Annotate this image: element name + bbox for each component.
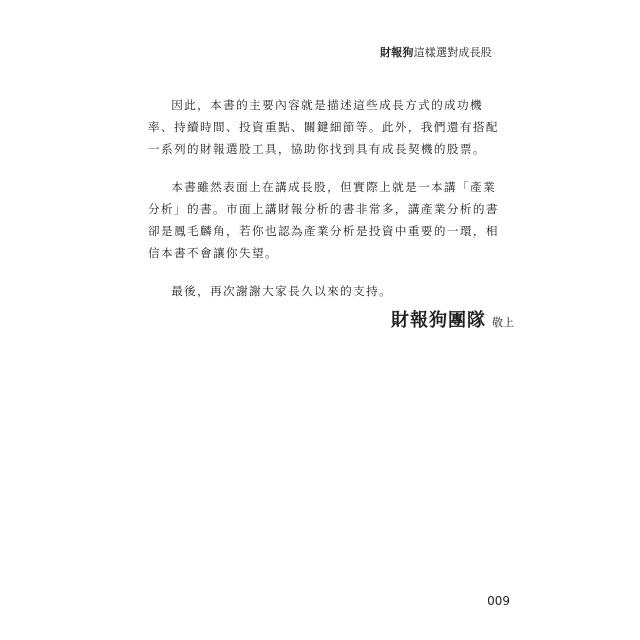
running-header xyxy=(380,44,492,60)
body-text xyxy=(148,94,508,318)
signature xyxy=(391,306,514,332)
header-subtitle: 這樣選對成長股 xyxy=(413,46,492,59)
page-number: 009 xyxy=(487,594,510,608)
signature-team: 財報狗團隊 xyxy=(391,310,486,331)
paragraph-2: 本書雖然表面上在講成長股，但實際上就是一本講「產業分析」的書。市面上講財報分析的書非常多，講產業分析的書卻是鳳毛麟角，若你也認為產業分析是投資中重要的一環，相信本書不會讓你失望。 xyxy=(148,180,499,260)
signature-regards: 敬上 xyxy=(492,316,514,329)
paragraph-1: 因此，本書的主要內容就是描述這些成長方式的成功機率、持續時間、投資重點、關鍵細節等。此外，我們還有搭配一系列的財報選股工具，協助你找到具有成長契機的股票。 xyxy=(148,98,499,156)
header-brand: 財報狗 xyxy=(379,46,414,59)
paragraph-3: 最後，再次謝謝大家長久以來的支持。 xyxy=(171,284,393,298)
